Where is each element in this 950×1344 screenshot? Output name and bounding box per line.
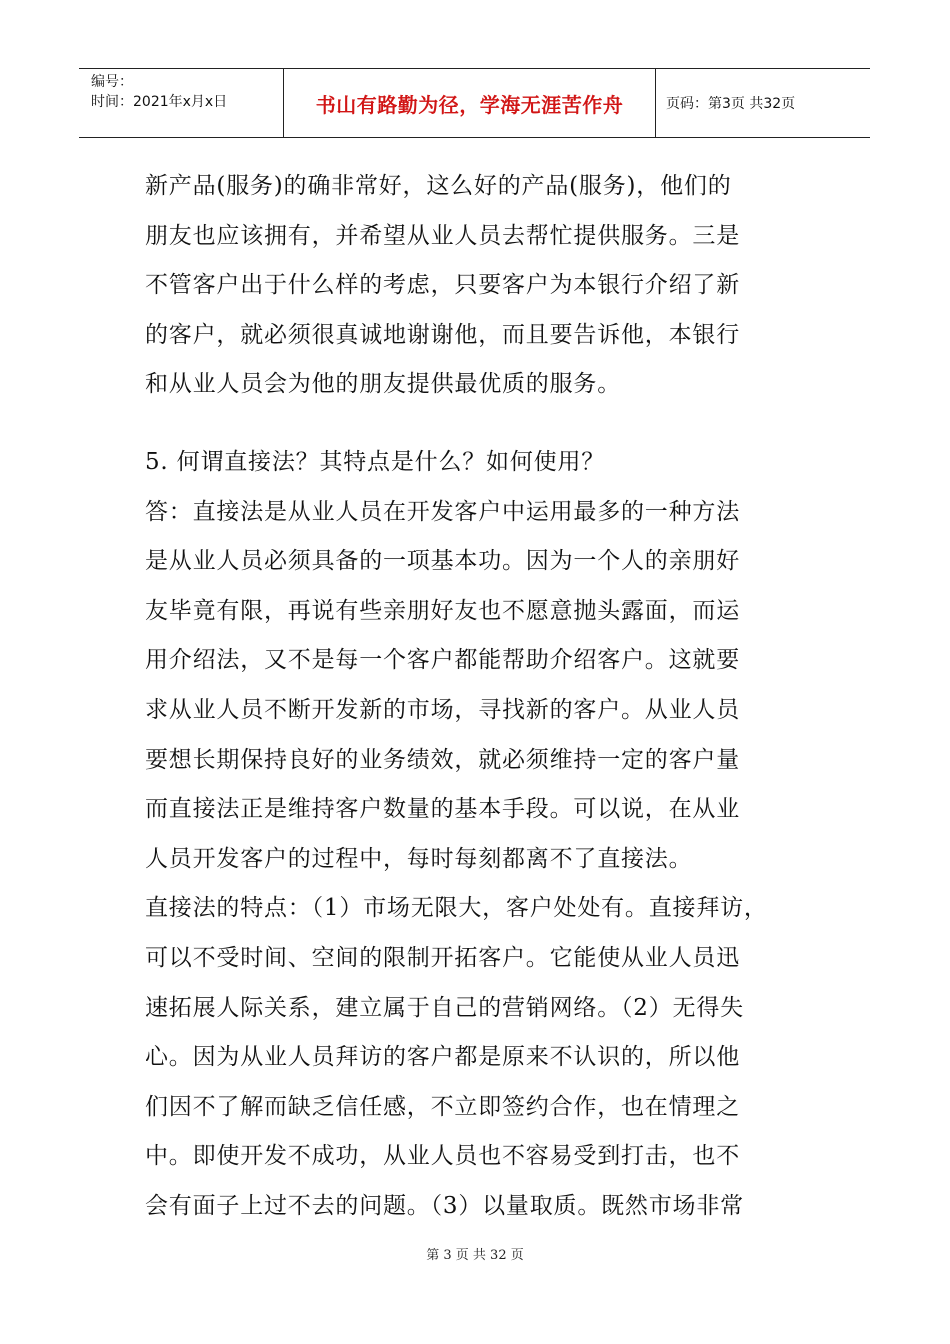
document-body <box>145 162 815 1231</box>
header-meta <box>79 69 283 137</box>
text-line: 会有面子上过不去的问题。（3）以量取质。既然市场非常 <box>145 1192 744 1219</box>
header-motto-cell <box>283 69 656 137</box>
header-motto: 书山有路勤为径，学海无涯苦作舟 <box>315 92 624 117</box>
header-page-cell <box>656 69 870 137</box>
text-line: 友毕竟有限，再说有些亲朋好友也不愿意抛头露面，而运 <box>145 597 740 624</box>
text-line: 答：直接法是从业人员在开发客户中运用最多的一种方法 <box>145 498 740 525</box>
text-line: 直接法的特点：（1）市场无限大，客户处处有。直接拜访， <box>145 895 768 922</box>
page-header <box>79 68 870 138</box>
text-line: 人员开发客户的过程中，每时每刻都离不了直接法。 <box>145 845 693 872</box>
paragraph-features <box>145 884 815 1231</box>
text-line: 不管客户出于什么样的考虑，只要客户为本银行介绍了新 <box>145 272 740 299</box>
text-line: 心。因为从业人员拜访的客户都是原来不认识的，所以他 <box>145 1044 740 1071</box>
question-heading: 5. 何谓直接法？其特点是什么？如何使用？ <box>145 448 606 475</box>
text-line: 求从业人员不断开发新的市场，寻找新的客户。从业人员 <box>145 696 740 723</box>
text-line: 用介绍法，又不是每一个客户都能帮助介绍客户。这就要 <box>145 647 740 674</box>
paragraph-referral-thanks <box>145 162 815 410</box>
paragraph-gap <box>145 410 815 438</box>
text-line: 中。即使开发不成功，从业人员也不容易受到打击，也不 <box>145 1143 740 1170</box>
text-line: 是从业人员必须具备的一项基本功。因为一个人的亲朋好 <box>145 548 740 575</box>
text-line: 可以不受时间、空间的限制开拓客户。它能使从业人员迅 <box>145 944 740 971</box>
text-line: 们因不了解而缺乏信任感，不立即签约合作，也在情理之 <box>145 1093 740 1120</box>
paragraph-answer <box>145 488 815 885</box>
text-line: 要想长期保持良好的业务绩效，就必须维持一定的客户量 <box>145 746 740 773</box>
document-number-label: 编号： <box>91 74 133 90</box>
text-line: 朋友也应该拥有，并希望从业人员去帮忙提供服务。三是 <box>145 222 740 249</box>
page-footer <box>0 1244 950 1263</box>
text-line: 速拓展人际关系，建立属于自己的营销网络。（2）无得失 <box>145 994 744 1021</box>
header-page-code: 页码：第3页 共32页 <box>666 96 796 112</box>
document-date-label: 时间：2021年x月x日 <box>91 94 228 110</box>
text-line: 而直接法正是维持客户数量的基本手段。可以说，在从业 <box>145 796 740 823</box>
text-line: 新产品(服务)的确非常好，这么好的产品(服务)，他们的 <box>145 173 732 199</box>
text-line: 和从业人员会为他的朋友提供最优质的服务。 <box>145 371 621 398</box>
footer-page-number: 第 3 页 共 32 页 <box>426 1248 524 1263</box>
text-line: 的客户，就必须很真诚地谢谢他，而且要告诉他，本银行 <box>145 321 740 348</box>
